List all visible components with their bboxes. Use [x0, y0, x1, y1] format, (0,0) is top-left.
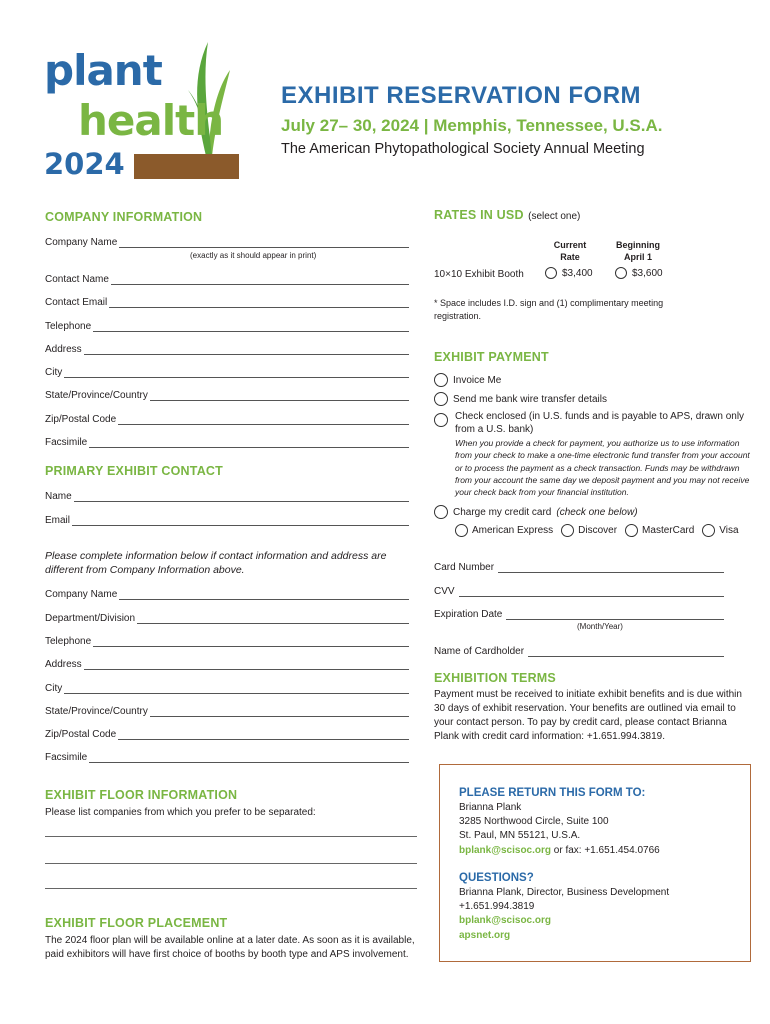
telephone-field[interactable]: Telephone: [45, 318, 409, 332]
floor-info-heading: EXHIBIT FLOOR INFORMATION: [45, 788, 238, 802]
mastercard-label: MasterCard: [642, 525, 695, 536]
expiration-field[interactable]: Expiration Date: [434, 606, 724, 620]
rate-current-option[interactable]: $3,400: [545, 267, 593, 279]
alt-company-name-field[interactable]: Company Name: [45, 586, 409, 600]
logo-plant-word: plant: [44, 46, 162, 95]
check-option-label: Check enclosed (in U.S. funds and is payable to APS, drawn only from a U.S. bank): [455, 411, 745, 435]
logo-soil-bar: [134, 154, 239, 179]
payment-heading: EXHIBIT PAYMENT: [434, 350, 549, 364]
department-field[interactable]: Department/Division: [45, 610, 409, 624]
fax-field[interactable]: Facsimile: [45, 434, 409, 448]
check-radio[interactable]: [434, 413, 448, 427]
logo-health-word: health: [78, 96, 224, 145]
alternate-info-note: Please complete information below if contact information and address are different from Company Information above.: [45, 550, 387, 576]
check-authorization-note: When you provide a check for payment, you authorize us to use information from your check to make a one-time electronic fund transfer from your account or to process the payment as a check transaction. Funds may be withdrawn from your account the same day we deposit payment and you may not receive your check back from your financial institution.: [455, 438, 750, 498]
society-name: The American Phytopathological Society Annual Meeting: [281, 141, 645, 157]
check-radio-wrap[interactable]: [434, 411, 448, 429]
alt-city-field[interactable]: City: [45, 680, 409, 694]
card-number-field[interactable]: Card Number: [434, 559, 724, 573]
expiration-note: (Month/Year): [577, 622, 623, 631]
invoice-option[interactable]: Invoice Me: [434, 373, 501, 387]
questions-heading: QUESTIONS?: [459, 872, 534, 884]
separation-line-3[interactable]: [45, 887, 417, 889]
alt-zip-field[interactable]: Zip/Postal Code: [45, 726, 409, 740]
alt-telephone-field[interactable]: Telephone: [45, 633, 409, 647]
contact-name-field[interactable]: Contact Name: [45, 271, 409, 285]
april-rate-header: Beginning April 1: [616, 240, 660, 262]
rates-footnote: * Space includes I.D. sign and (1) complimentary meeting registration.: [434, 298, 664, 321]
rates-select-note: (select one): [528, 211, 581, 222]
rates-heading: RATES IN USD: [434, 208, 524, 222]
floor-placement-text: The 2024 floor plan will be available online at a later date. As soon as it is available, paid exhibitors will have first choice of booths by booth type and APS involvement.: [45, 935, 415, 960]
address-field[interactable]: Address: [45, 341, 409, 355]
questions-phone: +1.651.994.3819: [459, 901, 535, 912]
cvv-field[interactable]: CVV: [434, 583, 724, 597]
invoice-radio[interactable]: [434, 373, 448, 387]
primary-email-field[interactable]: Email: [45, 512, 409, 526]
company-name-field[interactable]: Company Name: [45, 234, 409, 248]
return-name: Brianna Plank: [459, 802, 522, 813]
return-email-link[interactable]: bplank@scisoc.org: [459, 845, 551, 856]
booth-item-label: 10×10 Exhibit Booth: [434, 269, 524, 280]
rate-april-option[interactable]: $3,600: [615, 267, 663, 279]
terms-text: Payment must be received to initiate exhibit benefits and is due within 30 days of exhibit reservation. Your benefits are outlined via email to your contact person. To pay by credit card, please contact Brianna Plank with credit card information: +1.651.994.3819.: [434, 689, 742, 742]
wire-radio[interactable]: [434, 392, 448, 406]
floor-placement-heading: EXHIBIT FLOOR PLACEMENT: [45, 916, 228, 930]
alt-state-field[interactable]: State/Province/Country: [45, 703, 409, 717]
credit-option[interactable]: Charge my credit card (check one below): [434, 505, 638, 519]
credit-radio[interactable]: [434, 505, 448, 519]
floor-info-prompt: Please list companies from which you prefer to be separated:: [45, 807, 316, 818]
event-dates-location: July 27– 30, 2024 | Memphis, Tennessee, U.S.A.: [281, 116, 663, 135]
cardholder-field[interactable]: Name of Cardholder: [434, 643, 724, 657]
rates-heading-row: [434, 206, 580, 224]
wire-option[interactable]: Send me bank wire transfer details: [434, 392, 607, 406]
questions-email-link[interactable]: bplank@scisoc.org: [459, 915, 551, 926]
questions-name: Brianna Plank, Director, Business Development: [459, 887, 670, 898]
primary-name-field[interactable]: Name: [45, 488, 409, 502]
city-field[interactable]: City: [45, 364, 409, 378]
company-name-note: (exactly as it should appear in print): [190, 251, 317, 260]
visa-radio[interactable]: [702, 524, 715, 537]
mastercard-radio[interactable]: [625, 524, 638, 537]
page-title: EXHIBIT RESERVATION FORM: [281, 82, 642, 109]
rate-current-radio[interactable]: [545, 267, 557, 279]
return-city: St. Paul, MN 55121, U.S.A.: [459, 830, 581, 841]
return-contact-line: bplank@scisoc.org or fax: +1.651.454.0766: [459, 845, 660, 856]
amex-radio[interactable]: [455, 524, 468, 537]
visa-label: Visa: [719, 525, 739, 536]
separation-line-1[interactable]: [45, 835, 417, 837]
alt-fax-field[interactable]: Facsimile: [45, 749, 409, 763]
zip-field[interactable]: Zip/Postal Code: [45, 411, 409, 425]
amex-label: American Express: [472, 525, 554, 536]
card-type-row: [455, 524, 739, 537]
return-street: 3285 Northwood Circle, Suite 100: [459, 816, 609, 827]
website-link[interactable]: apsnet.org: [459, 930, 511, 941]
contact-email-field[interactable]: Contact Email: [45, 294, 409, 308]
discover-label: Discover: [578, 525, 618, 536]
current-rate-header: Current Rate: [553, 240, 587, 262]
primary-contact-heading: PRIMARY EXHIBIT CONTACT: [45, 464, 223, 478]
logo-year: 2024: [44, 147, 125, 181]
separation-line-2[interactable]: [45, 862, 417, 864]
state-field[interactable]: State/Province/Country: [45, 387, 409, 401]
discover-radio[interactable]: [561, 524, 574, 537]
alt-address-field[interactable]: Address: [45, 656, 409, 670]
company-info-heading: COMPANY INFORMATION: [45, 210, 203, 224]
return-heading: PLEASE RETURN THIS FORM TO:: [459, 787, 646, 799]
terms-heading: EXHIBITION TERMS: [434, 671, 556, 685]
rate-april-radio[interactable]: [615, 267, 627, 279]
